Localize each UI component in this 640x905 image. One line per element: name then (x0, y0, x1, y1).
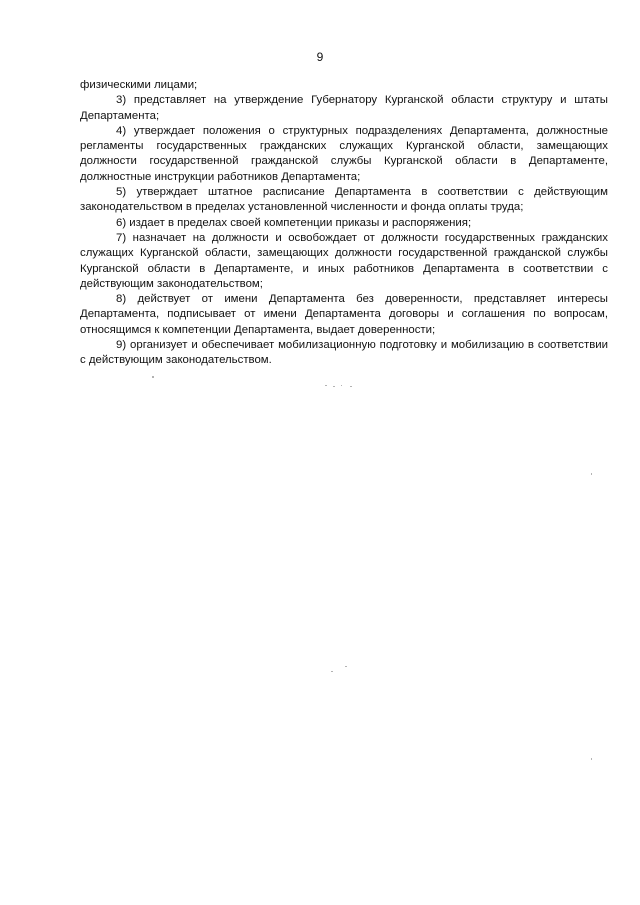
scan-speck (341, 385, 342, 386)
page-number: 9 (316, 50, 324, 64)
document-body (80, 78, 608, 369)
paragraph-item-8: 8) действует от имени Департамента без доверенности, представляет интересы Департамента, подписывает от имени Департамента договоры и соглашения по вопросам, относящимся к компетенции Департамента, выдает доверенности; (80, 293, 608, 336)
scan-speck (333, 386, 335, 387)
scan-speck (331, 671, 333, 672)
paragraph-item-6: 6) издает в пределах своей компетенции приказы и распоряжения; (116, 216, 472, 229)
scan-speck (345, 666, 347, 667)
paragraph-item-7: 7) назначает на должности и освобождает от должности государственных гражданских служащих Курганской области, замещающих должности государственной гражданской службы Курганской области в Департаменте, и иных работников Департамента в соответствии с действующим законодательством; (80, 231, 608, 290)
paragraph-item-3: 3) представляет на утверждение Губернатору Курганской области структуру и штаты Департамента; (80, 94, 608, 122)
scan-speck (152, 376, 154, 378)
scan-speck (591, 758, 592, 760)
scan-speck (591, 473, 592, 475)
paragraph-item-9: 9) организует и обеспечивает мобилизационную подготовку и мобилизацию в соответствии с действующим законодательством. (80, 339, 608, 367)
paragraph-item-4: 4) утверждает положения о структурных подразделениях Департамента, должностные регламенты государственных гражданских служащих Курганской области, замещающих должности государственной гражданской службы Курганской области в Департаменте, должностные инструкции работников Департамента; (80, 124, 608, 183)
scan-speck (350, 386, 352, 387)
scan-speck (325, 385, 327, 386)
paragraph-item-5: 5) утверждает штатное расписание Департамента в соответствии с действующим законодательством в пределах установленной численности и фонда оплаты труда; (80, 186, 608, 214)
paragraph-continuation: физическими лицами; (80, 79, 198, 91)
